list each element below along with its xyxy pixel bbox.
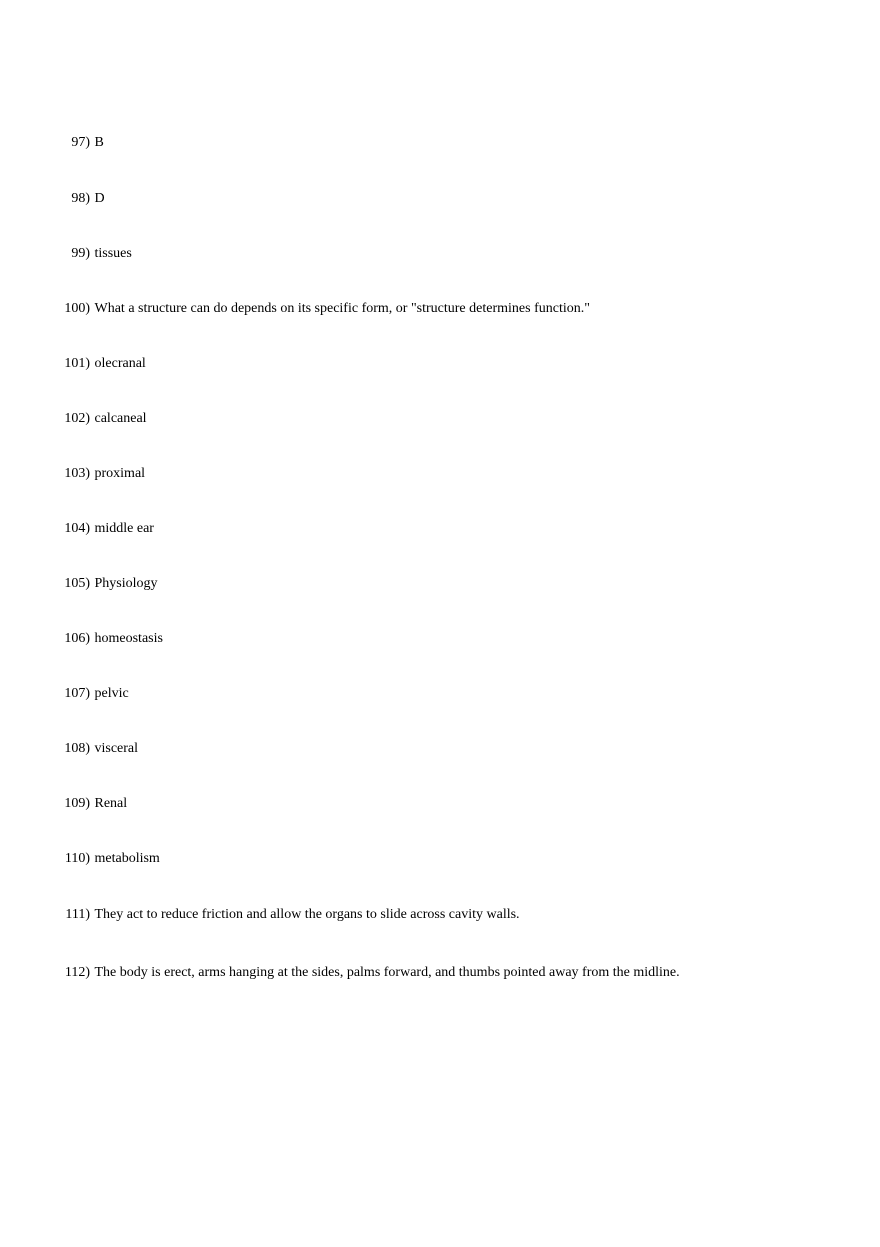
answer-number: 99) xyxy=(71,246,90,261)
answer-105 xyxy=(60,575,158,593)
answer-text: tissues xyxy=(94,246,132,261)
answer-number: 102) xyxy=(64,411,90,426)
answer-104 xyxy=(60,520,154,538)
answer-number: 106) xyxy=(64,631,90,646)
answer-number: 105) xyxy=(64,576,90,591)
answer-103 xyxy=(60,465,145,483)
answer-112 xyxy=(60,964,680,982)
answer-text: olecranal xyxy=(94,356,146,371)
answer-number: 111) xyxy=(65,907,90,922)
answer-text: calcaneal xyxy=(94,411,147,426)
answer-text: visceral xyxy=(94,741,139,756)
answer-102 xyxy=(60,410,147,428)
answer-number: 110) xyxy=(64,851,90,866)
answer-text: Physiology xyxy=(94,576,158,591)
answer-number: 97) xyxy=(71,135,90,150)
answer-text: The body is erect, arms hanging at the sides, palms forward, and thumbs pointed away from the midline. xyxy=(94,965,680,980)
answer-text: B xyxy=(94,135,104,150)
answer-number: 104) xyxy=(64,521,90,536)
answer-number: 108) xyxy=(64,741,90,756)
answer-text: What a structure can do depends on its specific form, or "structure determines function." xyxy=(94,301,590,316)
answer-number: 103) xyxy=(64,466,90,481)
answer-number: 112) xyxy=(64,965,90,980)
answer-number: 98) xyxy=(71,191,90,206)
answer-number: 101) xyxy=(64,356,90,371)
answer-100 xyxy=(60,300,590,318)
answer-text: They act to reduce friction and allow the organs to slide across cavity walls. xyxy=(94,907,520,922)
answer-text: metabolism xyxy=(94,851,160,866)
answer-text: middle ear xyxy=(94,521,154,536)
answer-108 xyxy=(60,740,138,758)
answer-106 xyxy=(60,630,163,648)
answer-text: Renal xyxy=(94,796,128,811)
answer-number: 109) xyxy=(64,796,90,811)
answer-101 xyxy=(60,355,146,373)
answer-111 xyxy=(60,906,520,924)
answer-97 xyxy=(60,134,104,152)
answer-text: D xyxy=(94,191,105,206)
answer-99 xyxy=(60,245,132,263)
answer-text: pelvic xyxy=(94,686,129,701)
answer-number: 100) xyxy=(64,301,90,316)
answer-110 xyxy=(60,850,160,868)
answer-107 xyxy=(60,685,129,703)
answer-98 xyxy=(60,190,105,208)
answer-text: proximal xyxy=(94,466,146,481)
answer-109 xyxy=(60,795,127,813)
answer-number: 107) xyxy=(64,686,90,701)
answer-text: homeostasis xyxy=(94,631,163,646)
